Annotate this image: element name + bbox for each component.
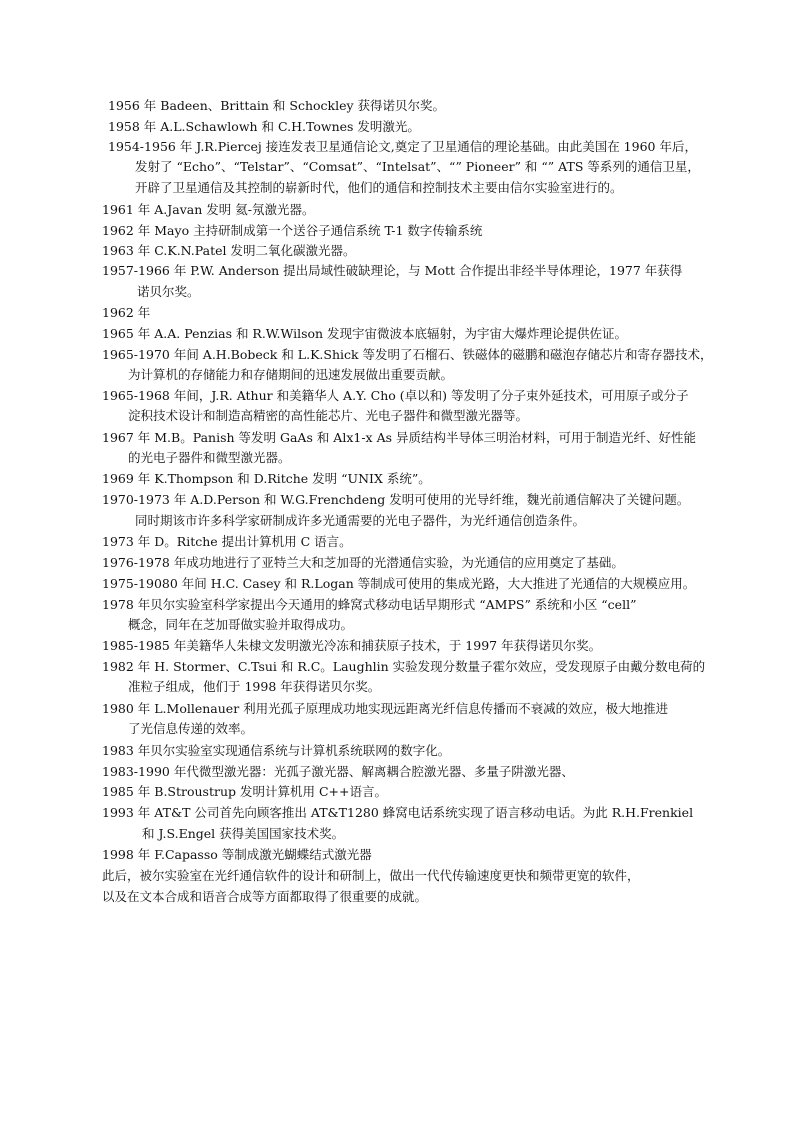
- text-line: 1962 年 Mayo 主持研制成第一个送谷子通信系统 T-1 数字传输系统: [102, 223, 483, 238]
- text-line: 的光电子器件和微型激光器。: [128, 450, 291, 465]
- text-line: 1956 年 Badeen、Brittain 和 Schockley 获得诺贝尔奖。: [108, 98, 446, 113]
- text-line: 了光信息传递的效率。: [128, 721, 254, 736]
- text-line: 1978 年贝尔实验室科学家提出今天通用的蜂窝式移动电话早期形式 “AMPS” 系统和小区 “cell”: [102, 597, 637, 612]
- text-line: 1957-1966 年 P.W. Anderson 提出局域性破缺理论，与 Mott 合作提出非经半导体理论，1977 年获得: [102, 263, 683, 278]
- text-line: 发射了 “Echo”、“Telstar”、“Comsat”、“Intelsat”、“” Pioneer” 和 “” ATS 等系列的通信卫星，: [135, 159, 700, 174]
- text-line: 准粒子组成，他们于 1998 年获得诺贝尔奖。: [128, 679, 381, 694]
- text-line: 1967 年 M.B。Panish 等发明 GaAs 和 Alx1-x As 异质结构半导体三明治材料，可用于制造光纤、好性能: [102, 430, 696, 445]
- text-line: 概念，同年在芝加哥做实验并取得成功。: [128, 617, 354, 632]
- text-line: 1982 年 H. Stormer、C.Tsui 和 R.C。Laughlin 实验发现分数量子霍尔效应，受发现原子由戴分数电荷的: [102, 659, 706, 674]
- text-line: 为计算机的存储能力和存储期间的迅速发展做出重要贡献。: [128, 367, 454, 382]
- text-line: 1963 年 C.K.N.Patel 发明二氧化碳激光器。: [102, 243, 356, 258]
- text-line: 1983 年贝尔实验室实现通信系统与计算机系统联网的数字化。: [102, 743, 451, 758]
- text-line: 和 J.S.Engel 获得美国国家技术奖。: [142, 826, 345, 841]
- text-line: 以及在文本合成和语音合成等方面都取得了很重要的成就。: [102, 889, 428, 904]
- text-line: 诺贝尔奖。: [137, 284, 200, 299]
- text-line: 1958 年 A.L.Schawlowh 和 C.H.Townes 发明激光。: [108, 119, 420, 134]
- text-line: 1969 年 K.Thompson 和 D.Ritche 发明 “UNIX 系统”。: [102, 471, 431, 486]
- text-line: 1983-1990 年代微型激光器：光孤子激光器、解离耦合腔激光器、多量子阱激光器、: [102, 764, 574, 779]
- text-line: 1965 年 A.A. Penzias 和 R.W.Wilson 发现宇宙微波本底辐射，为宇宙大爆炸理论提供佐证。: [102, 326, 628, 341]
- text-line: 1980 年 L.Mollenauer 利用光孤子原理成功地实现远距离光纤信息传播而不衰减的效应，极大地推进: [102, 701, 669, 716]
- text-line: 1993 年 AT&T 公司首先向顾客推出 AT&T1280 蜂窝电话系统实现了语言移动电话。为此 R.H.Frenkiel: [102, 805, 694, 820]
- text-line: 1976-1978 年成功地进行了亚特兰大和芝加哥的光潜通信实验，为光通信的应用奠定了基础。: [102, 555, 624, 570]
- text-line: 1965-1970 年间 A.H.Bobeck 和 L.K.Shick 等发明了石榴石、铁磁体的磁鹏和磁泡存储芯片和寄存器技术，: [102, 347, 713, 362]
- text-line: 淀积技术设计和制造高精密的高性能芯片、光电子器件和微型激光器等。: [128, 408, 529, 423]
- text-line: 开辟了卫星通信及其控制的崭新时代，他们的通信和控制技术主要由信尔实验室进行的。: [135, 180, 623, 195]
- text-line: 1965-1968 年间，J.R. Athur 和美籍华人 A.Y. Cho (卓以和) 等发明了分子束外延技术，可用原子或分子: [102, 388, 689, 403]
- text-line: 1975-19080 年间 H.C. Casey 和 R.Logan 等制成可使用的集成光路，大大推进了光通信的大规模应用。: [102, 576, 696, 591]
- text-line: 此后，被尔实验室在光纤通信软件的设计和研制上，做出一代代传输速度更快和频带更宽的软件，: [102, 868, 640, 883]
- text-line: 1961 年 A.Javan 发明 氦-氖激光器。: [102, 202, 315, 217]
- text-line: 1985 年 B.Stroustrup 发明计算机用 C++语言。: [102, 784, 387, 799]
- text-line: 1973 年 D。Ritche 提出计算机用 C 语言。: [102, 534, 352, 549]
- text-line: 同时期该市许多科学家研制成许多光通需要的光电子器件，为光纤通信创造条件。: [135, 513, 586, 528]
- text-line: 1970-1973 年 A.D.Person 和 W.G.Frenchdeng 发明可使用的光导纤维，魏光前通信解决了关键问题。: [102, 492, 690, 507]
- text-line: 1962 年: [102, 305, 151, 320]
- text-line: 1998 年 F.Capasso 等制成激光蝴蝶结式激光器: [102, 847, 372, 862]
- text-line: 1985-1985 年美籍华人朱棣文发明激光冷冻和捕获原子技术，于 1997 年获得诺贝尔奖。: [102, 638, 602, 653]
- text-line: 1954-1956 年 J.R.Piercej 接连发表卫星通信论文,奠定了卫星通信的理论基础。由此美国在 1960 年后，: [108, 139, 697, 154]
